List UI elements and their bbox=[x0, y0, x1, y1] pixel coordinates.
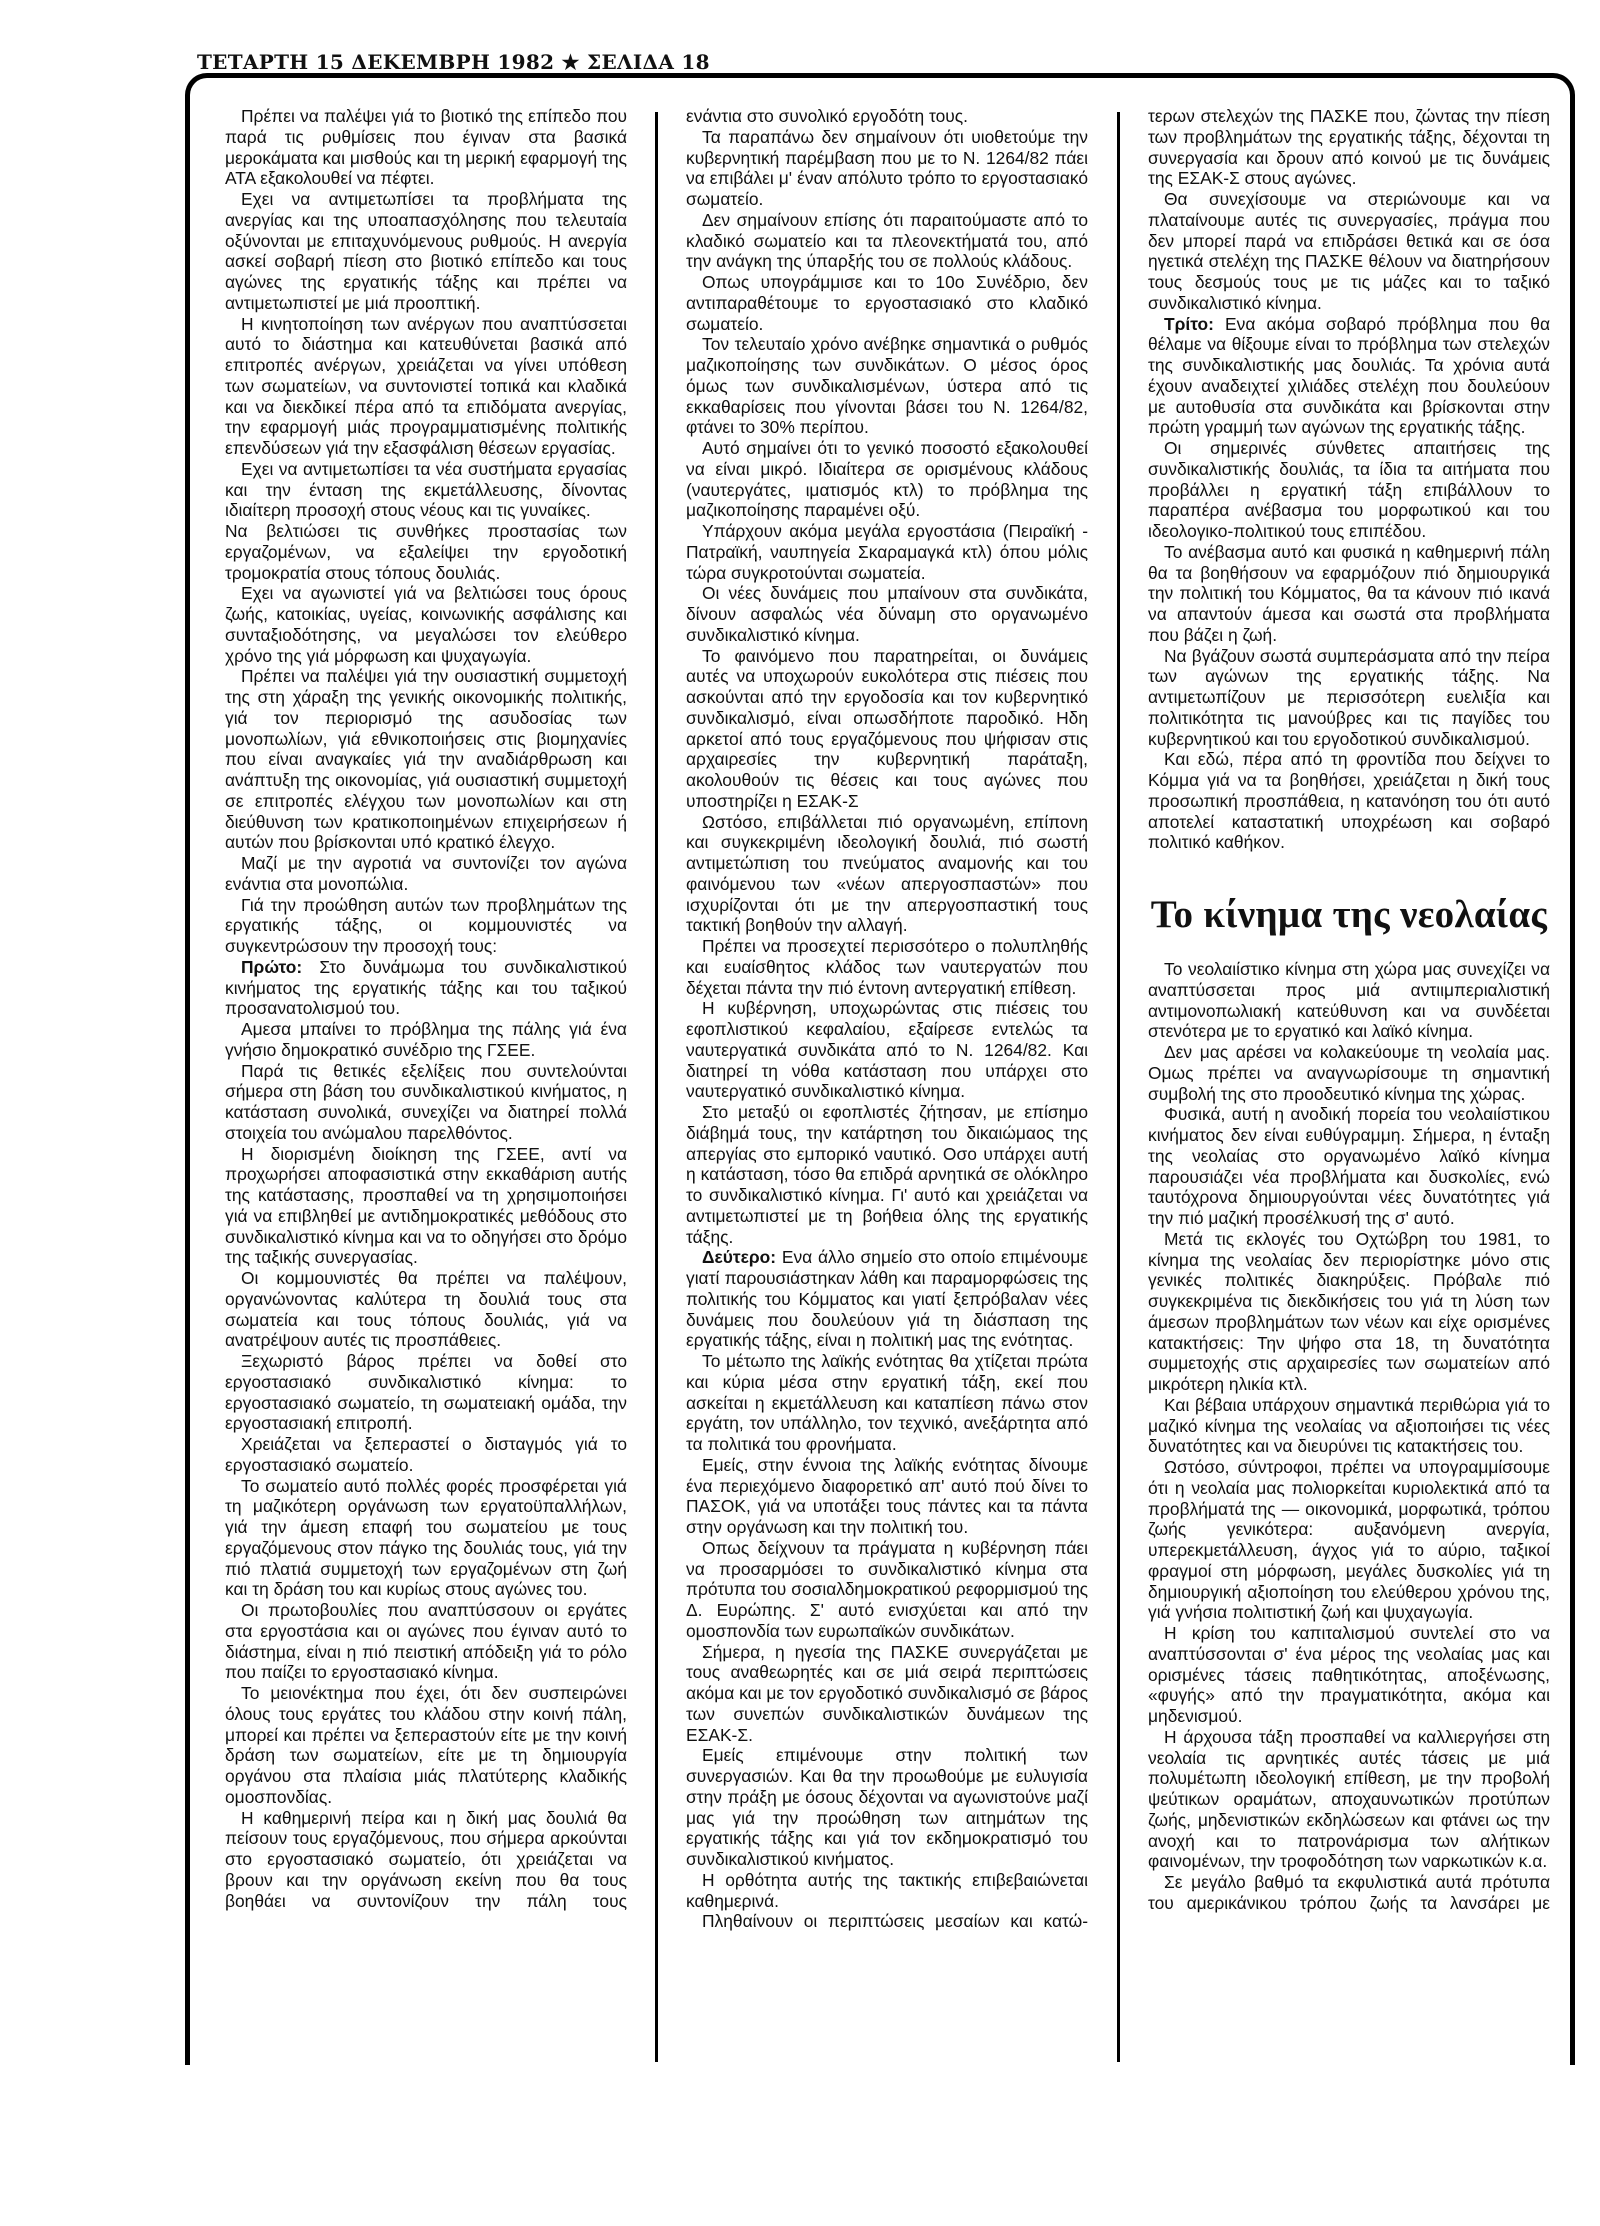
paragraph-text: Το ανέβασμα αυτό και φυσικά η καθημερινή πάλη θα τα βοηθήσουν να εφαρμόζουν πιό δημιουργικά την πολιτική του Κόμματος, θα τα κάνουν πιό ικανά να απαντούν άμεσα και σωστά στα προβλήματα που βάζει η ζωή. bbox=[1148, 541, 1550, 645]
article-paragraph bbox=[225, 1351, 627, 1434]
paragraph-text: Εμείς επιμένουμε στην πολιτική των συνεργασιών. Και θα την προωθούμε με ευλυγισία στην πράξη με όσους δέχονται να αγωνιστούνε μαζί μας γιά την προώθηση των αιτημάτων της εργατικής τάξης και γιά τον εκδημοκρατισμό του συνδικαλιστικού κινήματος. bbox=[686, 1745, 1088, 1869]
article-paragraph bbox=[686, 1745, 1088, 1870]
paragraph-text: Η κυβέρνηση, υποχωρώντας στις πιέσεις του εφοπλιστικού κεφαλαίου, εξαίρεσε εντελώς τα ναυτεργατικά συνδικάτα από το Ν. 1264/82. Και διατηρεί τη νόθα κατάσταση που υπάρχει στο ναυτεργατικό συνδικαλιστικό κίνημα. bbox=[686, 998, 1088, 1102]
article-paragraph bbox=[686, 583, 1088, 645]
article-paragraph bbox=[1148, 1727, 1550, 1872]
paragraph-text: Η διορισμένη διοίκηση της ΓΣΕΕ, αντί να προχωρήσει αποφασιστικά στην εκκαθάριση αυτής της κατάστασης, προσπαθεί να τη χρησιμοποιήσει γιά να επιβληθεί με αντιδημοκρατικές μεθόδους στο συνδικαλιστικό κίνημα και να το οδηγήσει στο δρόμο της ταξικής συνεργασίας. bbox=[225, 1143, 627, 1268]
article-paragraph bbox=[686, 1102, 1088, 1247]
paragraph-text: Η κινητοποίηση των ανέργων που αναπτύσσεται αυτό το διάστημα και κατευθύνεται βασικά από επιτροπές ανέργων, χρειάζεται να γίνει υπόθεση των σωματείων, να συντονιστεί τοπικά και κλαδικά και να διεκδικεί πέρα από τα επιδόματα ανεργίας, την εφαρμογή μιάς προγραμματισμένης πολιτικής επενδύσεων γιά την εξασφάλιση θέσεων εργασίας. bbox=[225, 313, 627, 458]
article-paragraph bbox=[225, 314, 627, 459]
article-paragraph bbox=[686, 210, 1088, 272]
article-paragraph bbox=[686, 998, 1088, 1102]
article-paragraph bbox=[225, 1061, 627, 1144]
article-paragraph bbox=[686, 1870, 1088, 1912]
paragraph-text: Να βγάζουν σωστά συμπεράσματα από την πείρα των αγώνων της εργατικής τάξης. Να αντιμετωπίζουν με περισσότερη ευελιξία και πολιτικότητα τις μανούβρες και τις παγίδες του κυβερνητικού και του εργοδοτικού συνδικαλισμού. bbox=[1148, 645, 1550, 749]
article-paragraph bbox=[225, 957, 627, 1019]
article-paragraph bbox=[686, 1642, 1088, 1746]
paragraph-text: Φυσικά, αυτή η ανοδική πορεία του νεολαιίστικου κινήματος δεν είναι ευθύγραμμη. Σήμερα, η ένταξη της νεολαίας στο οργανωμένο λαϊκό κίνημα παρουσιάζει νέα προβλήματα και δυσκολίες, ενώ ταυτόχρονα δημιουργούνται νέες δυνατότητες γιά την πιό μαζική προσέλκυσή της σ' αυτό. bbox=[1148, 1104, 1550, 1228]
article-paragraph bbox=[686, 1351, 1088, 1455]
section-heading: Το κίνημα της νεολαίας bbox=[1150, 893, 1548, 936]
paragraph-text: Ενα άλλο σημείο στο οποίο επιμένουμε γιατί παρουσιάστηκαν λάθη και παραμορφώσεις της πολιτικής του Κόμματος και γιατί ξεπρόβαλαν νέες δυνάμεις που δουλεύουν γιά τη διάσπαση της εργατικής τάξης, είναι η πολιτική μας της ενότητας. bbox=[686, 1247, 1088, 1351]
article-paragraph bbox=[686, 1538, 1088, 1642]
paragraph-text: Στο δυνάμωμα του συνδικαλιστικού κινήματος της εργατικής τάξης και του ταξικού προσανατολισμού του. bbox=[225, 956, 627, 1019]
article-paragraph bbox=[686, 272, 1088, 334]
paragraph-text: Ξεχωριστό βάρος πρέπει να δοθεί στο εργοστασιακό συνδικαλιστικό κίνημα: το εργοστασιακό σωματείο, τη σωματειακή ομάδα, την εργοστασιακή επιτροπή. bbox=[225, 1351, 627, 1434]
article-paragraph bbox=[225, 1434, 627, 1476]
article-paragraph bbox=[225, 459, 627, 521]
article-paragraph bbox=[225, 1683, 627, 1808]
article-paragraph bbox=[686, 1911, 1088, 1932]
paragraph-text: Το σωματείο αυτό πολλές φορές προσφέρεται γιά τη μαζικότερη οργάνωση των εργατοϋπαλλήλων, γιά την άμεση επαφή του σωματείου με τους εργαζόμενους στον πάγκο της δουλιάς τους, γιά την πιό πλατιά συμμετοχή των εργαζομένων στη ζωή και τη δράση του και κυρίως στους αγώνες του. bbox=[225, 1475, 627, 1600]
paragraph-text: Οπως δείχνουν τα πράγματα η κυβέρνηση πάει να προσαρμόσει το συνδικαλιστικό κίνημα στα πρότυπα του σοσιαλδημοκρατικού ρεφορμισμού της Δ. Ευρώπης. Σ' αυτό ενισχύεται και από την ομοσπονδία των ευρωπαϊκών συνδικάτων. bbox=[686, 1537, 1088, 1641]
paragraph-text: Πρέπει να παλέψει γιά την ουσιαστική συμμετοχή της στη χάραξη της γενικής οικονομικής πολιτικής, γιά τον περιορισμό της ασυδοσίας των μονοπωλίων, γιά εθνικοποιήσεις στις βιομηχανίες που είναι αναγκαίες γιά την αναδιάρθρωση και ανάπτυξη της οικονομίας, γιά ουσιαστική συμμετοχή σε επιτροπές ελέγχου των μονοπωλίων και στη διεύθυνση των κρατικοποιημένων επιχειρήσεων ή αυτών που βρίσκονται υπό κρατικό έλεγχο. bbox=[225, 666, 627, 853]
paragraph-text: Το μέτωπο της λαϊκής ενότητας θα χτίζεται πρώτα και κύρια μέσα στην εργατική τάξη, εκεί που ασκείται η εκμετάλλευση και καταπίεση πάνω στον εργάτη, τον υπάλληλο, τον τεχνικό, ανεξάρτητα από τα πολιτικά του φρονήματα. bbox=[686, 1351, 1088, 1454]
paragraph-text: Πρέπει να παλέψει γιά το βιοτικό της επίπεδο που παρά τις ρυθμίσεις που έγιναν στα βασικά μεροκάματα και μισθούς και τη μερική εφαρμογή της ΑΤΑ εξακολουθεί να πέφτει. bbox=[225, 106, 627, 189]
article-paragraph bbox=[686, 521, 1088, 583]
paragraph-text: Η άρχουσα τάξη προσπαθεί να καλλιεργήσει στη νεολαία τις αρνητικές αυτές τάσεις με μιά πολυμέτωπη ιδεολογική επίθεση, με την προβολή ψεύτικων οραμάτων, αποχαυνωτικών προτύπων ζωής, μηδενιστικών εκδηλώσεων και φτάνει ως την ανοχή και το πατρονάρισμα των αλήτικων φαινομένων, την τροφοδότηση των ναρκωτικών κ.α. bbox=[1148, 1726, 1550, 1872]
article-paragraph bbox=[686, 936, 1088, 998]
paragraph-text: Η ορθότητα αυτής της τακτικής επιβεβαιώνεται καθημερινά. bbox=[686, 1869, 1088, 1911]
article-paragraph bbox=[225, 583, 627, 666]
article-paragraph bbox=[1148, 959, 1550, 1042]
paragraph-text: Στο μεταξύ οι εφοπλιστές ζήτησαν, με επίσημο διάβημά τους, την κατάρτηση του δικαιώμαος της απεργίας στο εμπορικό ναυτικό. Οσο υπάρχει αυτή η κατάσταση, τόσο θα επιδρά αρνητικά σε ολόκληρο το συνδικαλιστικό κίνημα. Γι' αυτό και χρειάζεται να αντιμετωπιστεί με τη βοήθεια όλης της εργατικής τάξης. bbox=[686, 1102, 1088, 1247]
page-masthead: ΤΕΤΑΡΤΗ 15 ΔΕΚΕΜΒΡΗ 1982 ★ ΣΕΛΙΔΑ 18 bbox=[197, 50, 710, 74]
article-paragraph bbox=[1148, 1042, 1550, 1104]
article-paragraph bbox=[1148, 1104, 1550, 1229]
paragraph-text: Οι κομμουνιστές θα πρέπει να παλέψουν, οργανώνοντας καλύτερα τη δουλιά τους στα σωματεία και τους τόπους δουλιάς, γιά να ανατρέψουν αυτές τις προσπάθειες. bbox=[225, 1268, 627, 1351]
article-paragraph bbox=[686, 646, 1088, 812]
paragraph-text: τερων στελεχών της ΠΑΣΚΕ που, ζώντας την πίεση των προβλημάτων της εργατικής τάξης, δέχονται τη συνεργασία και δρουν από κοινού με τις δυνάμεις της ΕΣΑΚ-Σ στους αγώνες. bbox=[1148, 106, 1550, 189]
paragraph-text: Παρά τις θετικές εξελίξεις που συντελούνται σήμερα στη βάση του συνδικαλιστικού κινήματος, η κατάσταση συνολικά, συνεχίζει να διατηρεί πολλά στοιχεία του ανώμαλου παρελθόντος. bbox=[225, 1060, 627, 1143]
article-paragraph bbox=[1148, 189, 1550, 314]
paragraph-text: Το νεολαιίστικο κίνημα στη χώρα μας συνεχίζει να αναπτύσσεται προς μιά αντιιμπεριαλιστική αντιμονοπωλιακή κατεύθυνση και να συνδέεται στενότερα με το εργατικό και λαϊκό κίνημα. bbox=[1148, 959, 1550, 1042]
paragraph-text: Οι νέες δυνάμεις που μπαίνουν στα συνδικάτα, δίνουν ασφαλώς νέα δύναμη στο οργανωμένο συνδικαλιστικό κίνημα. bbox=[686, 583, 1088, 645]
paragraph-text: Μετά τις εκλογές του Οχτώβρη του 1981, το κίνημα της νεολαίας δεν περιορίστηκε μόνο στις γενικές πολιτικές διακηρύξεις. Πρόβαλε πιό συγκεκριμένα τις διεκδικήσεις του γιά τη λύση των άμεσων προβλημάτων των νέων και είχε ορισμένες κατακτήσεις: Την ψήφο στα 18, τη δυνατότητα συμμετοχής στις αρχαιρεσίες των σωματείων από μικρότερη ηλικία κτλ. bbox=[1148, 1228, 1550, 1394]
article-paragraph bbox=[686, 1455, 1088, 1538]
paragraph-text: Οι σημερινές σύνθετες απαιτήσεις της συνδικαλιστικής δουλιάς, τα ίδια τα αιτήματα που προβάλλει η εργατική τάξη επιβάλλουν το παραπέρα ανέβασμα του μορφωτικού και του ιδεολογικο-πολιτικού τους επιπέδου. bbox=[1148, 438, 1550, 541]
paragraph-text: Το μειονέκτημα που έχει, ότι δεν συσπειρώνει όλους τους εργάτες του κλάδου στην κοινή πάλη, μπορεί και πρέπει να ξεπεραστούν είτε με την κοινή δράση των σωματείων, είτε με τη δημιουργία οργάνου στα πλαίσια μιάς πλατύτερης κλαδικής ομοσπονδίας. bbox=[225, 1683, 627, 1807]
paragraph-text: Τον τελευταίο χρόνο ανέβηκε σημαντικά ο ρυθμός μαζικοποίησης των συνδικάτων. Ο μέσος όρος όμως των συνδικαλισμένων, ύστερα από τις εκκαθαρίσεις που γίνονται βάσει του Ν. 1264/82, φτάνει το 30% περίπου. bbox=[686, 334, 1088, 438]
paragraph-text: Ωστόσο, σύντροφοι, πρέπει να υπογραμμίσουμε ότι η νεολαία μας πολιορκείται κυριολεκτικά από τα προβλήματά της — οικονομικά, μορφωτικά, τρόπου ζωής γενικότερα: αυξανόμενη ανεργία, υπερεκμετάλλευση, άγχος γιά το αύριο, ταξικοί φραγμοί στη μόρφωση, μεγάλες δυσκολίες γιά τη δημιουργική αξιοποίηση του ελεύθερου χρόνου της, γιά γνήσια πολιτιστική ζωή και ψυχαγωγία. bbox=[1148, 1457, 1550, 1623]
paragraph-text: Και εδώ, πέρα από τη φροντίδα που δείχνει το Κόμμα γιά να τα βοηθήσει, χρειάζεται η δική τους προσωπική προσπάθεια, η κατανόηση του ότι αυτό αποτελεί καταστατική υποχρέωση και σοβαρό πολιτικό καθήκον. bbox=[1148, 749, 1550, 853]
article-paragraph bbox=[686, 106, 1088, 127]
article-paragraph bbox=[1148, 1395, 1550, 1457]
paragraph-text: Θα συνεχίσουμε να στεριώνουμε και να πλαταίνουμε αυτές τις συνεργασίες, πράγμα που δεν μπορεί παρά να επιδράσει θετικά και σε όσα ηγετικά στελέχη της ΠΑΣΚΕ θέλουν να διατηρήσουν τους δεσμούς τους με τις μάζες και το ταξικό συνδικαλιστικό κίνημα. bbox=[1148, 189, 1550, 313]
article-column-1 bbox=[225, 106, 627, 1911]
article-paragraph bbox=[225, 1144, 627, 1269]
article-paragraph bbox=[1148, 1623, 1550, 1727]
column-divider bbox=[1117, 112, 1120, 2062]
paragraph-text: Ενα ακόμα σοβαρό πρόβλημα που θα θέλαμε να θίξουμε είναι το πρόβλημα των στελεχών της συνδικαλιστικής μας δουλιάς. Τα χρόνια αυτά έχουν αναδειχτεί χιλιάδες στελέχη που δουλεύουν με αυτοθυσία στα συνδικάτα και βρίσκονται στην πρώτη γραμμή των αγώνων της εργατικής τάξης. bbox=[1148, 313, 1551, 438]
paragraph-text: Τα παραπάνω δεν σημαίνουν ότι υιοθετούμε την κυβερνητική παρέμβαση που με το Ν. 1264/82 πάει να επιβάλει μ' έναν απόλυτο τρόπο το εργοστασιακό σωματείο. bbox=[686, 126, 1088, 209]
article-paragraph bbox=[225, 1600, 627, 1683]
paragraph-text: Χρειάζεται να ξεπεραστεί ο δισταγμός γιά το εργοστασιακό σωματείο. bbox=[225, 1434, 627, 1475]
article-paragraph bbox=[1148, 1872, 1550, 1914]
article-paragraph bbox=[686, 812, 1088, 937]
paragraph-text: Μαζί με την αγροτιά να συντονίζει τον αγώνα ενάντια στα μονοπώλια. bbox=[225, 853, 627, 894]
article-paragraph bbox=[225, 1268, 627, 1351]
paragraph-text: Να βελτιώσει τις συνθήκες προστασίας των εργαζομένων, να εξαλείψει την εργοδοτική τρομοκρατία στους τόπους δουλιάς. bbox=[225, 521, 627, 583]
article-paragraph bbox=[225, 895, 627, 957]
article-paragraph bbox=[1148, 314, 1550, 439]
article-paragraph bbox=[225, 1476, 627, 1601]
paragraph-text: Εμείς, στην έννοια της λαϊκής ενότητας δίνουμε ένα περιεχόμενο διαφορετικό απ' αυτό πού δίνει το ΠΑΣΟΚ, γιά να υποτάξει τους πάντες και τα πάντα στην οργάνωση και την πολιτική του. bbox=[686, 1454, 1088, 1537]
article-paragraph bbox=[686, 438, 1088, 521]
article-paragraph bbox=[225, 1019, 627, 1061]
paragraph-text: Οι πρωτοβουλίες που αναπτύσσουν οι εργάτες στα εργοστάσια και οι αγώνες που έγιναν αυτό το διάστημα, είναι η πιό πειστική απόδειξη γιά το ρόλο που παίζει το εργοστασιακό κίνημα. bbox=[225, 1600, 627, 1683]
article-paragraph bbox=[686, 1247, 1088, 1351]
paragraph-text: Εχει να αντιμετωπίσει τα προβλήματα της ανεργίας και της υποαπασχόλησης που τελευταία οξύνονται με επιταχυνόμενους ρυθμούς. Η ανεργία ασκεί σοβαρή πίεση στο βιοτικό επίπεδο και τους αγώνες της εργατικής τάξης και πρέπει να αντιμετωπιστεί με μιά προοπτική. bbox=[225, 189, 627, 313]
paragraph-lead: Πρώτο: bbox=[241, 956, 303, 977]
paragraph-text: Εχει να αγωνιστεί γιά να βελτιώσει τους όρους ζωής, κατοικίας, υγείας, κοινωνικής ασφάλισης και συνταξιοδότησης, να μεγαλώσει τον ελεύθερο χρόνο της γιά μόρφωση και ψυχαγωγία. bbox=[225, 583, 627, 666]
article-paragraph bbox=[686, 127, 1088, 210]
paragraph-text: Αμεσα μπαίνει το πρόβλημα της πάλης γιά ένα γνήσιο δημοκρατικό συνέδριο της ΓΣΕΕ. bbox=[225, 1019, 627, 1060]
paragraph-text: Γιά την προώθηση αυτών των προβλημάτων της εργατικής τάξης, οι κομμουνιστές να συγκεντρώσουν την προσοχή τους: bbox=[225, 894, 627, 956]
paragraph-text: Ωστόσο, επιβάλλεται πιό οργανωμένη, επίπονη και συγκεκριμένη ιδεολογική δουλιά, πιό σωστή αντιμετώπιση του πνεύματος αναμονής και του φαινόμενου των «νέων απεργοσπαστών» που ισχυρίζονται ότι με την απεργοσπαστική τους τακτική βοηθούν την αλλαγή. bbox=[686, 811, 1088, 936]
article-paragraph bbox=[1148, 1457, 1550, 1623]
article-column-2 bbox=[686, 106, 1088, 1932]
paragraph-lead: Δεύτερο: bbox=[702, 1247, 777, 1268]
paragraph-text: Πληθαίνουν οι περιπτώσεις μεσαίων και κατώ- bbox=[702, 1911, 1088, 1932]
article-paragraph bbox=[1148, 749, 1550, 853]
article-paragraph bbox=[225, 521, 627, 583]
paragraph-text: Σήμερα, η ηγεσία της ΠΑΣΚΕ συνεργάζεται με τους αναθεωρητές και σε μιά σειρά περιπτώσεις ακόμα και με τον εργοδοτικό συνδικαλισμό σε βάρος των συνεπών συνδικαλιστικών δυνάμεων της ΕΣΑΚ-Σ. bbox=[686, 1641, 1088, 1745]
article-column-3 bbox=[1148, 106, 1550, 1914]
article-paragraph bbox=[225, 666, 627, 853]
paragraph-text: Υπάρχουν ακόμα μεγάλα εργοστάσια (Πειραϊκή - Πατραϊκή, ναυπηγεία Σκαραμαγκά κτλ) όπου μόλις τώρα συγκροτούνται σωματεία. bbox=[686, 521, 1088, 583]
article-paragraph bbox=[1148, 106, 1550, 189]
paragraph-text: Οπως υπογράμμισε και το 10ο Συνέδριο, δεν αντιπαραθέτουμε το εργοστασιακό στο κλαδικό σωματείο. bbox=[686, 272, 1088, 334]
article-paragraph bbox=[1148, 438, 1550, 542]
paragraph-text: Δεν μας αρέσει να κολακεύουμε τη νεολαία μας. Ομως πρέπει να αναγνωρίσουμε τη σημαντική συμβολή της στο προοδευτικό κίνημα της χώρας. bbox=[1148, 1042, 1550, 1104]
article-paragraph bbox=[1148, 646, 1550, 750]
article-paragraph bbox=[686, 334, 1088, 438]
paragraph-text: Δεν σημαίνουν επίσης ότι παραιτούμαστε από το κλαδικό σωματείο και τα πλεονεκτήματά του, από την ανάγκη της ύπαρξής του σε πολλούς κλάδους. bbox=[686, 209, 1088, 272]
paragraph-text: Η κρίση του καπιταλισμού συντελεί στο να αναπτύσσονται σ' ένα μέρος της νεολαίας μας και ορισμένες τάσεις παθητικότητας, αποξένωσης, «φυγής» από την πραγματικότητα, ακόμα και μηδενισμού. bbox=[1148, 1623, 1550, 1726]
article-paragraph bbox=[1148, 542, 1550, 646]
paragraph-text: Σε μεγάλο βαθμό τα εκφυλιστικά αυτά πρότυπα του αμερικάνικου τρόπου ζωής τα λανσάρει με bbox=[1148, 1872, 1550, 1913]
article-paragraph bbox=[1148, 1229, 1550, 1395]
paragraph-text: Εχει να αντιμετωπίσει τα νέα συστήματα εργασίας και την ένταση της εκμετάλλευσης, δίνοντας ιδιαίτερη προσοχή στους νέους και τις γυναίκες. bbox=[225, 458, 627, 521]
paragraph-text: Αυτό σημαίνει ότι το γενικό ποσοστό εξακολουθεί να είναι μικρό. Ιδιαίτερα σε ορισμένους κλάδους (ναυτεργάτες, ιματισμός κτλ) το πρόβλημα της μαζικοποίησης παραμένει οξύ. bbox=[686, 438, 1088, 521]
paragraph-lead: Τρίτο: bbox=[1164, 313, 1214, 334]
paragraph-text: ενάντια στο συνολικό εργοδότη τους. bbox=[686, 106, 969, 126]
article-paragraph bbox=[225, 1808, 627, 1912]
paragraph-text: Και βέβαια υπάρχουν σημαντικά περιθώρια γιά το μαζικό κίνημα της νεολαίας να αξιοποιήσει τις νέες δυνατότητες και να διευρύνει τις κατακτήσεις του. bbox=[1148, 1394, 1550, 1457]
paragraph-text: Πρέπει να προσεχτεί περισσότερο ο πολυπληθής και ευαίσθητος κλάδος των ναυτεργατών που δέχεται πάντα την πιό έντονη αντεργατική επίθεση. bbox=[686, 936, 1088, 998]
column-divider bbox=[655, 112, 658, 2062]
article-paragraph bbox=[225, 189, 627, 314]
article-paragraph bbox=[225, 853, 627, 895]
paragraph-text: Το φαινόμενο που παρατηρείται, οι δυνάμεις αυτές να υποχωρούν ευκολότερα στις πιέσεις που ασκούνται από την εργοδοσία και τον κυβερνητικό συνδικαλισμό, είναι οπωσδήποτε παροδικό. Ηδη αρκετοί από τους εργαζόμενους που ψήφισαν στις αρχαιρεσίες την κυβερνητική παράταξη, ακολουθούν τις θέσεις και τους αγώνες που υποστηρίζει η ΕΣΑΚ-Σ bbox=[686, 645, 1088, 811]
article-paragraph bbox=[225, 106, 627, 189]
paragraph-text: Η καθημερινή πείρα και η δική μας δουλιά θα πείσουν τους εργαζόμενους, που σήμερα αρκούνται στο εργοστασιακό σωματείο, ότι χρειάζεται να βρουν και την οργάνωση εκείνη που θα τους βοηθάει να συντονίζουν την πάλη τους bbox=[225, 1807, 627, 1911]
